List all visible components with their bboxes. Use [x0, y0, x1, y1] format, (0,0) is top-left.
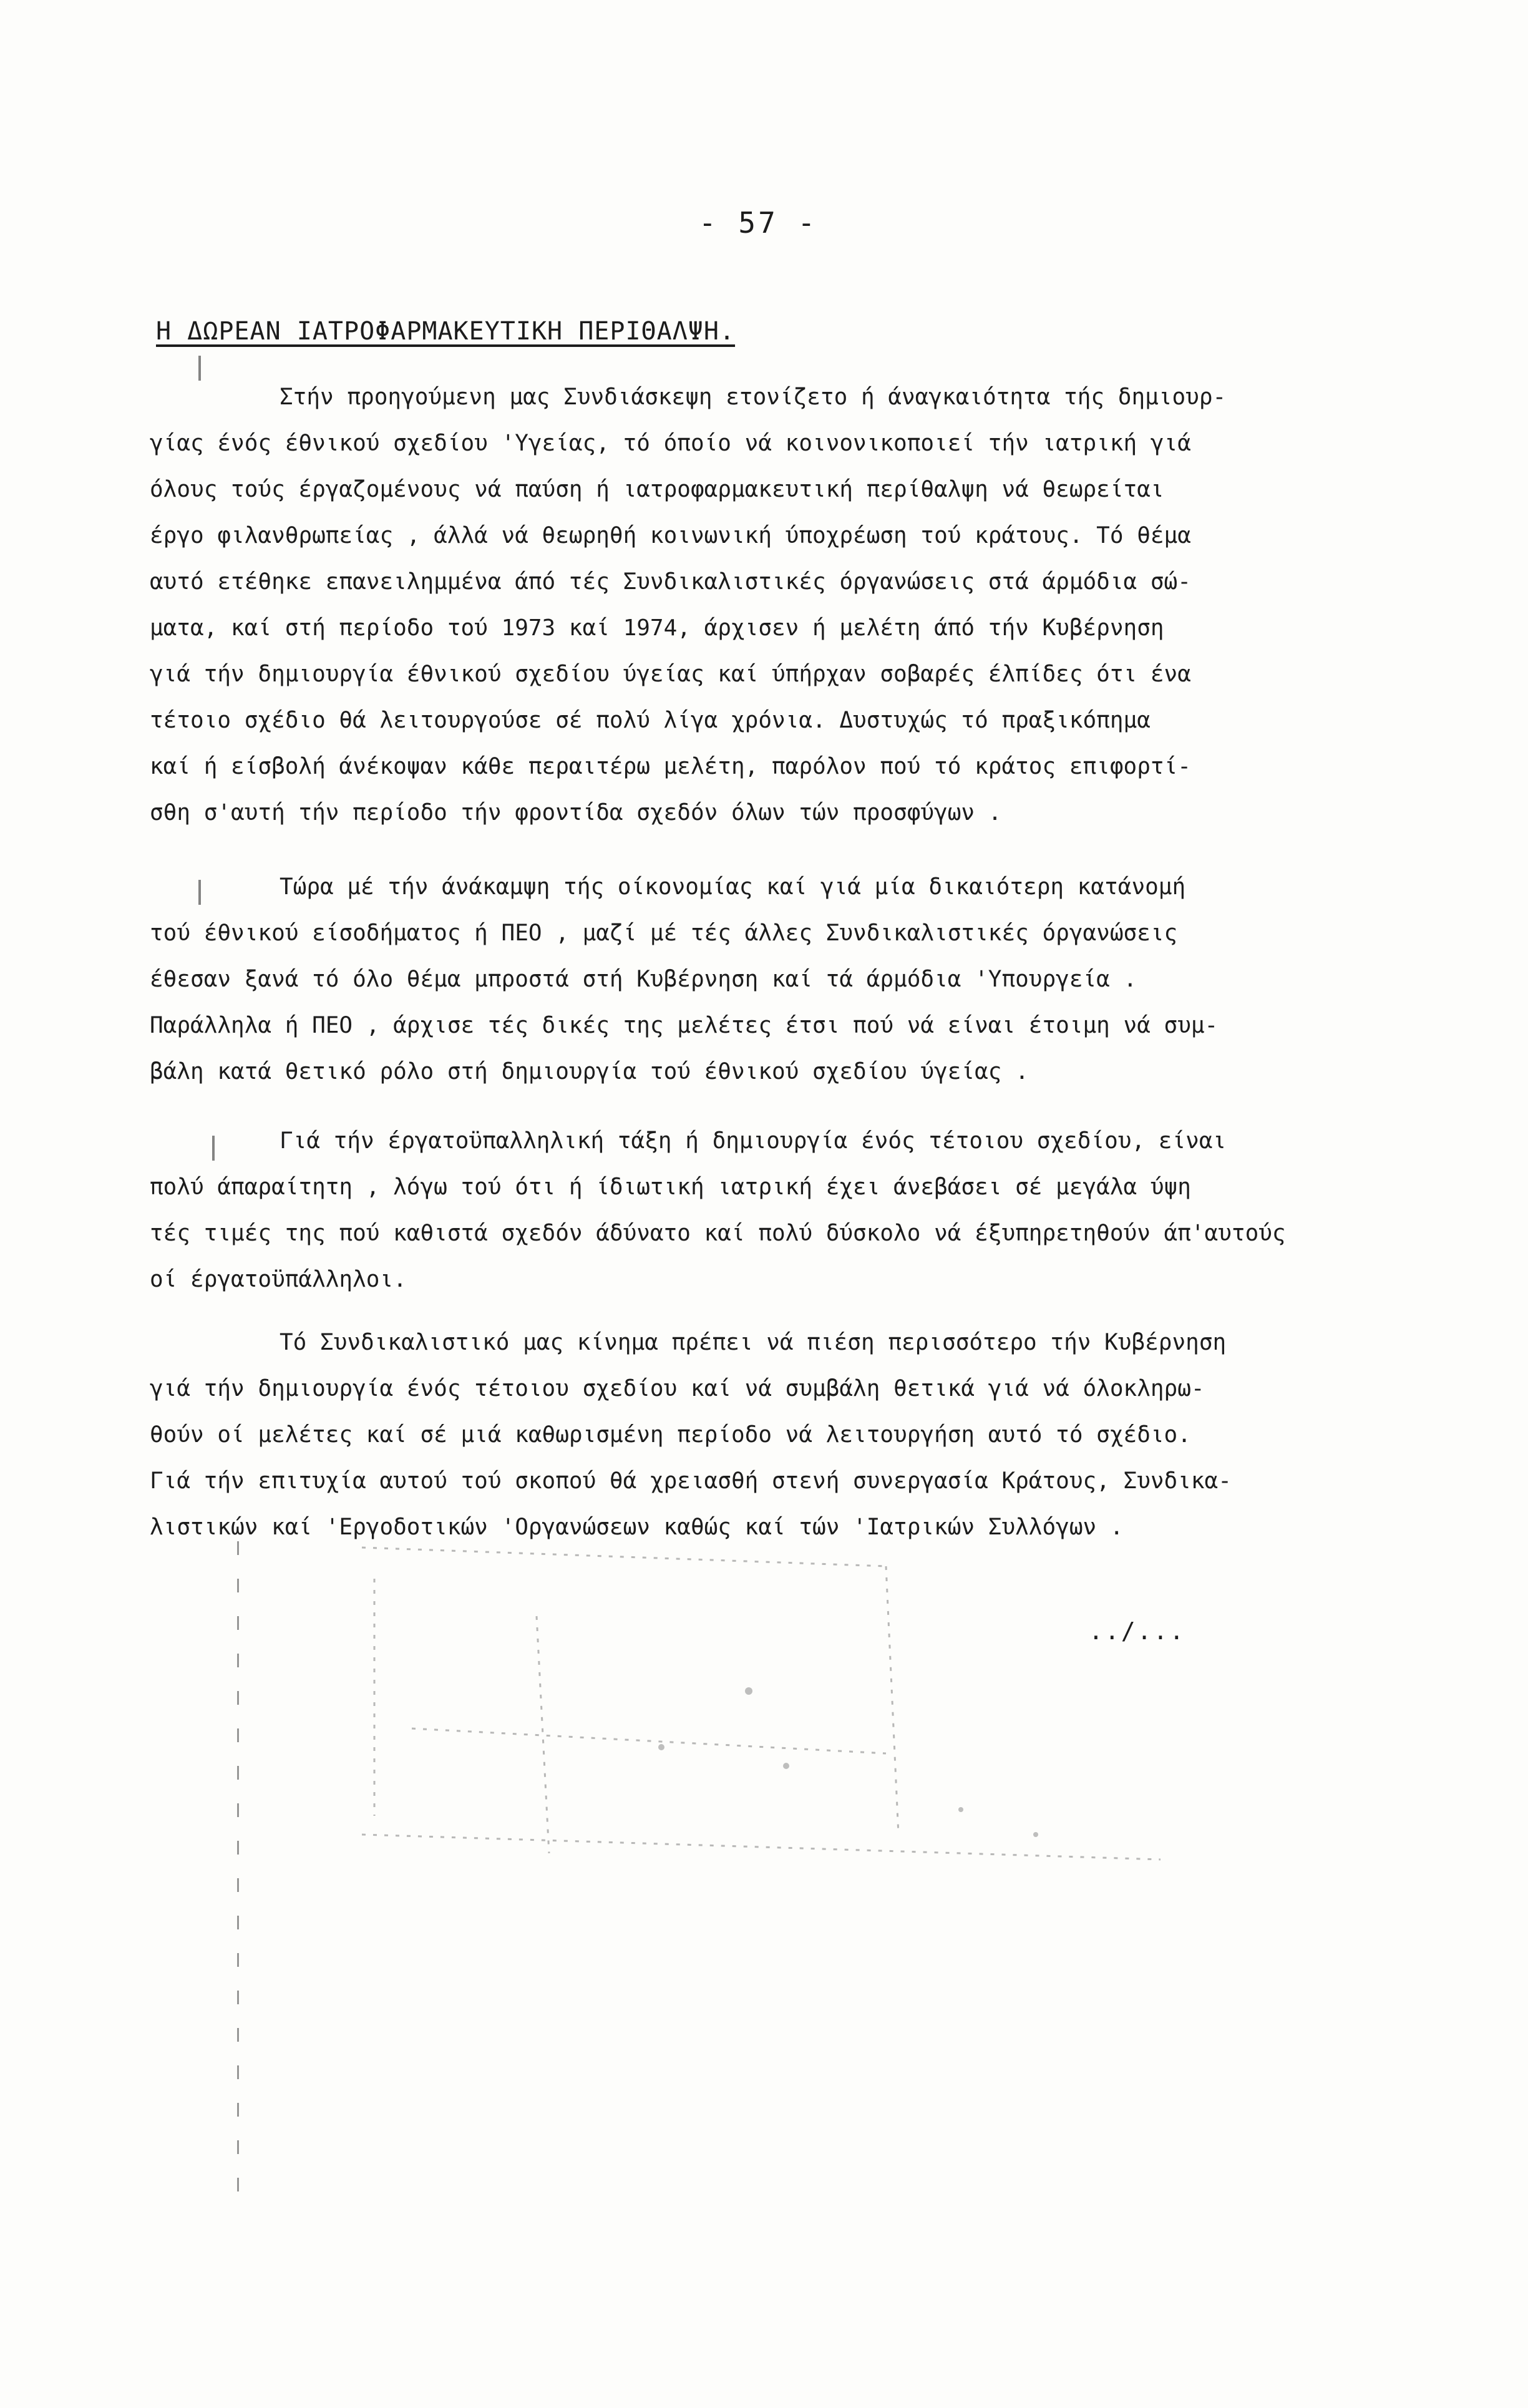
paragraph-2	[150, 864, 1441, 1095]
paragraph-line: βάλη κατά θετικό ρόλο στή δημιουργία τού έθνικού σχεδίου ύγείας .	[150, 1059, 1029, 1085]
paragraph-line: γιά τήν δημιουργία έθνικού σχεδίου ύγείας καί ύπήρχαν σοβαρές έλπίδες ότι ένα	[150, 661, 1191, 687]
paragraph-line: έργο φιλανθρωπείας , άλλά νά θεωρηθή κοινωνική ύποχρέωση τού κράτους. Τό θέμα	[150, 523, 1191, 548]
paragraph-4	[150, 1320, 1441, 1551]
paragraph-line: Τό Συνδικαλιστικό μας κίνημα πρέπει νά πιέση περισσότερο τήν Κυβέρνηση	[280, 1330, 1227, 1355]
paragraph-line: λιστικών καί 'Εργοδοτικών 'Οργανώσεων καθώς καί τών 'Ιατρικών Συλλόγων .	[150, 1514, 1124, 1540]
page-number: - 57 -	[699, 206, 818, 240]
margin-tick	[198, 880, 201, 905]
paragraph-line: οί έργατοϋπάλληλοι.	[150, 1267, 407, 1292]
paragraph-line: ματα, καί στή περίοδο τού 1973 καί 1974, άρχισεν ή μελέτη άπό τήν Κυβέρνηση	[150, 615, 1164, 641]
paragraph-line: Γιά τήν έργατοϋπαλληλική τάξη ή δημιουργία ένός τέτοιου σχεδίου, είναι	[280, 1128, 1227, 1154]
paragraph-line: γίας ένός έθνικού σχεδίου 'Υγείας, τό όποίο νά κοινονικοποιεί τήν ιατρική γιά	[150, 431, 1191, 456]
paragraph-line: σθη σ'αυτή τήν περίοδο τήν φροντίδα σχεδόν όλων τών προσφύγων .	[150, 800, 1002, 826]
margin-tick	[212, 1136, 215, 1161]
paragraph-line: Τώρα μέ τήν άνάκαμψη τής οίκονομίας καί γιά μία δικαιότερη κατάνομή	[280, 874, 1186, 900]
paragraph-line: έθεσαν ξανά τό όλο θέμα μπροστά στή Κυβέρνηση καί τά άρμόδια 'Υπουργεία .	[150, 967, 1137, 992]
margin-rule	[237, 1541, 239, 2203]
paragraph-line: καί ή είσβολή άνέκοψαν κάθε περαιτέρω μελέτη, παρόλον πού τό κράτος επιφορτί-	[150, 754, 1191, 779]
margin-tick	[198, 356, 201, 381]
paragraph-line: αυτό ετέθηκε επανειλημμένα άπό τές Συνδικαλιστικές όργανώσεις στά άρμόδια σώ-	[150, 569, 1191, 595]
paragraph-line: γιά τήν δημιουργία ένός τέτοιου σχεδίου καί νά συμβάλη θετικά γιά νά όλοκληρω-	[150, 1376, 1205, 1401]
paragraph-line: Παράλληλα ή ΠΕΟ , άρχισε τές δικές της μελέτες έτσι πού νά είναι έτοιμη νά συμ-	[150, 1013, 1219, 1038]
paragraph-3	[150, 1118, 1441, 1303]
faded-stamp	[349, 1541, 1173, 1866]
paragraph-line: τές τιμές της πού καθιστά σχεδόν άδύνατο καί πολύ δύσκολο νά έξυπηρετηθούν άπ'αυτούς	[150, 1221, 1286, 1246]
continuation-mark: ../...	[1089, 1617, 1186, 1645]
paragraph-1	[150, 374, 1441, 836]
paragraph-line: πολύ άπαραίτητη , λόγω τού ότι ή ίδιωτική ιατρική έχει άνεβάσει σέ μεγάλα ύψη	[150, 1174, 1191, 1200]
paragraph-line: Γιά τήν επιτυχία αυτού τού σκοπού θά χρειασθή στενή συνεργασία Κράτους, Συνδικα-	[150, 1468, 1232, 1494]
paragraph-line: τού έθνικού είσοδήματος ή ΠΕΟ , μαζί μέ τές άλλες Συνδικαλιστικές όργανώσεις	[150, 920, 1178, 946]
paragraph-line: θούν οί μελέτες καί σέ μιά καθωρισμένη περίοδο νά λειτουργήση αυτό τό σχέδιο.	[150, 1422, 1191, 1448]
section-heading: Η ΔΩΡΕΑΝ ΙΑΤΡΟΦΑΡΜΑΚΕΥΤΙΚΗ ΠΕΡΙΘΑΛΨΗ.	[156, 317, 736, 346]
paragraph-line: όλους τούς έργαζομένους νά παύση ή ιατροφαρμακευτική περίθαλψη νά θεωρείται	[150, 477, 1164, 502]
paragraph-line: τέτοιο σχέδιο θά λειτουργούσε σέ πολύ λίγα χρόνια. Δυστυχώς τό πραξικόπημα	[150, 708, 1151, 733]
paragraph-line: Στήν προηγούμενη μας Συνδιάσκεψη ετονίζετο ή άναγκαιότητα τής δημιουρ-	[280, 384, 1227, 410]
